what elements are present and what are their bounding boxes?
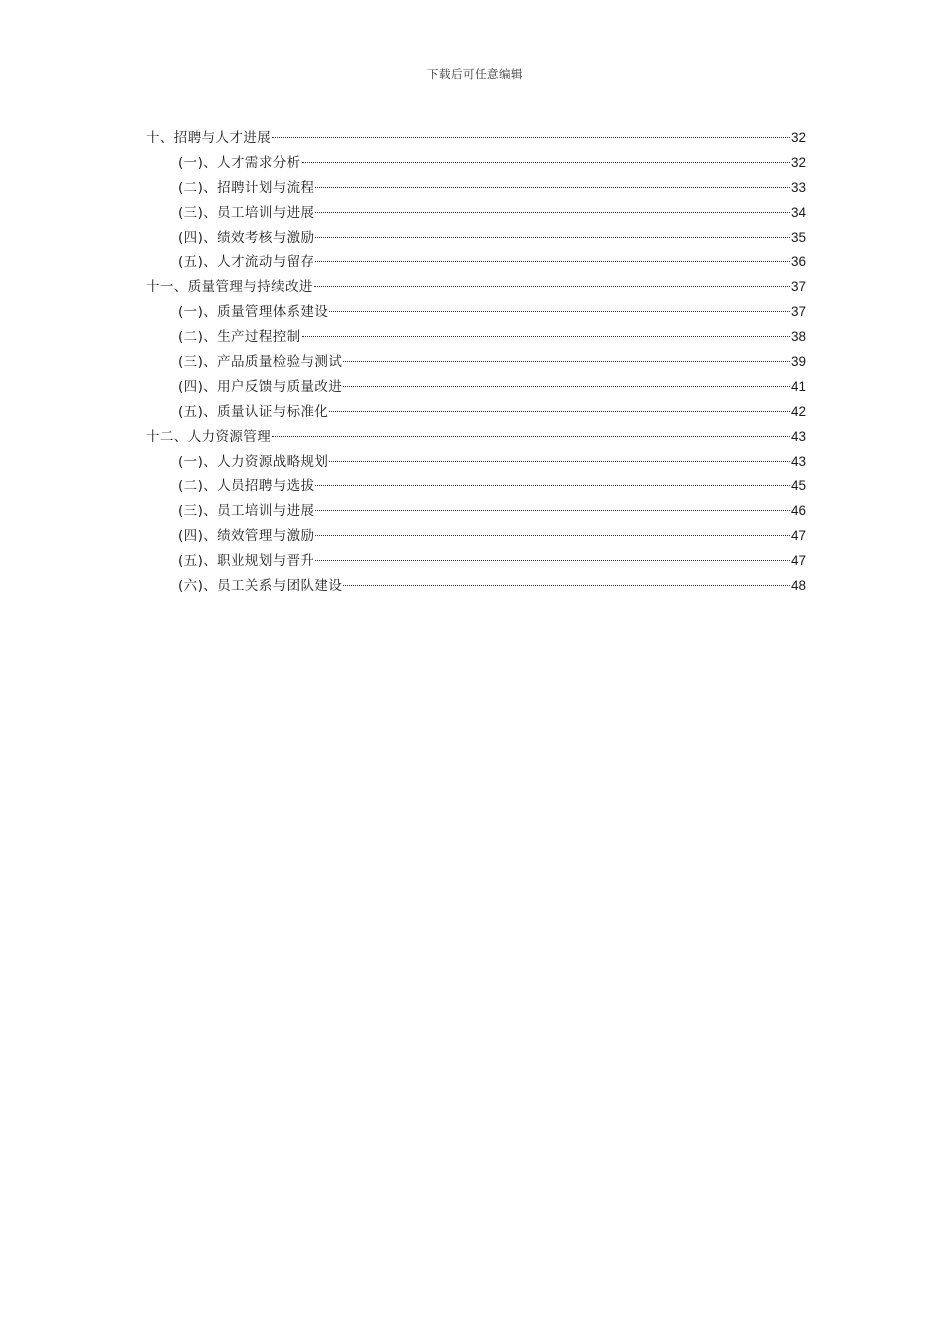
toc-page-number: 39	[790, 354, 806, 370]
toc-dot-leader	[315, 212, 790, 213]
toc-dot-leader	[302, 336, 790, 337]
toc-page-number: 32	[790, 154, 806, 170]
toc-section-entry[interactable]	[146, 151, 806, 176]
toc-page-number: 43	[790, 453, 806, 469]
toc-page-number: 48	[790, 578, 806, 594]
toc-section-entry[interactable]	[146, 325, 806, 350]
toc-section-entry[interactable]	[146, 201, 806, 226]
toc-section-entry[interactable]	[146, 176, 806, 201]
toc-dot-leader	[315, 535, 790, 536]
toc-section-entry[interactable]	[146, 350, 806, 375]
toc-entry-title: (二)、招聘计划与流程	[178, 179, 315, 196]
toc-entry-title: (四)、绩效考核与激励	[178, 229, 315, 246]
toc-entry-title: (一)、人力资源战略规划	[178, 453, 329, 470]
toc-dot-leader	[272, 137, 790, 138]
toc-entry-title: (三)、员工培训与进展	[178, 503, 315, 520]
toc-entry-title: (四)、用户反馈与质量改进	[178, 378, 343, 395]
toc-entry-title: (三)、员工培训与进展	[178, 204, 315, 221]
toc-page-number: 37	[790, 279, 806, 295]
toc-entry-title: (一)、人才需求分析	[178, 154, 301, 171]
toc-page-number: 35	[790, 229, 806, 245]
toc-section-entry[interactable]	[146, 250, 806, 275]
table-of-contents	[146, 126, 806, 599]
toc-page-number: 43	[790, 428, 806, 444]
toc-dot-leader	[315, 510, 790, 511]
toc-page-number: 46	[790, 503, 806, 519]
toc-page-number: 33	[790, 179, 806, 195]
toc-dot-leader	[315, 485, 790, 486]
toc-section-entry[interactable]	[146, 300, 806, 325]
toc-dot-leader	[272, 436, 790, 437]
toc-chapter-entry[interactable]	[146, 275, 806, 300]
toc-section-entry[interactable]	[146, 400, 806, 425]
toc-entry-title: (五)、质量认证与标准化	[178, 403, 329, 420]
toc-dot-leader	[343, 361, 790, 362]
toc-section-entry[interactable]	[146, 474, 806, 499]
toc-entry-title: (六)、员工关系与团队建设	[178, 578, 343, 595]
toc-entry-title: 十一、质量管理与持续改进	[146, 279, 313, 296]
toc-section-entry[interactable]	[146, 549, 806, 574]
toc-dot-leader	[315, 261, 790, 262]
toc-section-entry[interactable]	[146, 524, 806, 549]
toc-page-number: 47	[790, 528, 806, 544]
toc-entry-title: (五)、人才流动与留存	[178, 254, 315, 271]
toc-section-entry[interactable]	[146, 226, 806, 251]
toc-dot-leader	[302, 162, 790, 163]
toc-chapter-entry[interactable]	[146, 126, 806, 151]
toc-dot-leader	[329, 461, 790, 462]
toc-entry-title: (一)、质量管理体系建设	[178, 304, 329, 321]
toc-entry-title: (三)、产品质量检验与测试	[178, 354, 343, 371]
toc-entry-title: (二)、人员招聘与选拔	[178, 478, 315, 495]
toc-section-entry[interactable]	[146, 450, 806, 475]
toc-section-entry[interactable]	[146, 499, 806, 524]
toc-dot-leader	[329, 411, 790, 412]
toc-page-number: 47	[790, 553, 806, 569]
toc-dot-leader	[315, 237, 790, 238]
toc-page-number: 42	[790, 403, 806, 419]
toc-chapter-entry[interactable]	[146, 425, 806, 450]
toc-dot-leader	[315, 187, 790, 188]
toc-dot-leader	[329, 311, 790, 312]
toc-page-number: 38	[790, 329, 806, 345]
toc-entry-title: (四)、绩效管理与激励	[178, 528, 315, 545]
toc-entry-title: 十、招聘与人才进展	[146, 130, 272, 146]
toc-entry-title: (二)、生产过程控制	[178, 329, 301, 346]
toc-dot-leader	[343, 585, 790, 586]
toc-section-entry[interactable]	[146, 574, 806, 599]
toc-entry-title: (五)、职业规划与晋升	[178, 553, 315, 570]
toc-dot-leader	[314, 286, 790, 287]
toc-section-entry[interactable]	[146, 375, 806, 400]
toc-page-number: 34	[790, 204, 806, 220]
toc-page-number: 32	[790, 130, 806, 145]
toc-page-number: 36	[790, 254, 806, 270]
toc-dot-leader	[343, 386, 790, 387]
toc-page-number: 45	[790, 478, 806, 494]
toc-entry-title: 十二、人力资源管理	[146, 428, 272, 445]
toc-dot-leader	[315, 560, 790, 561]
toc-page-number: 37	[790, 304, 806, 320]
toc-page-number: 41	[790, 378, 806, 394]
header-note: 下载后可任意编辑	[427, 67, 523, 81]
